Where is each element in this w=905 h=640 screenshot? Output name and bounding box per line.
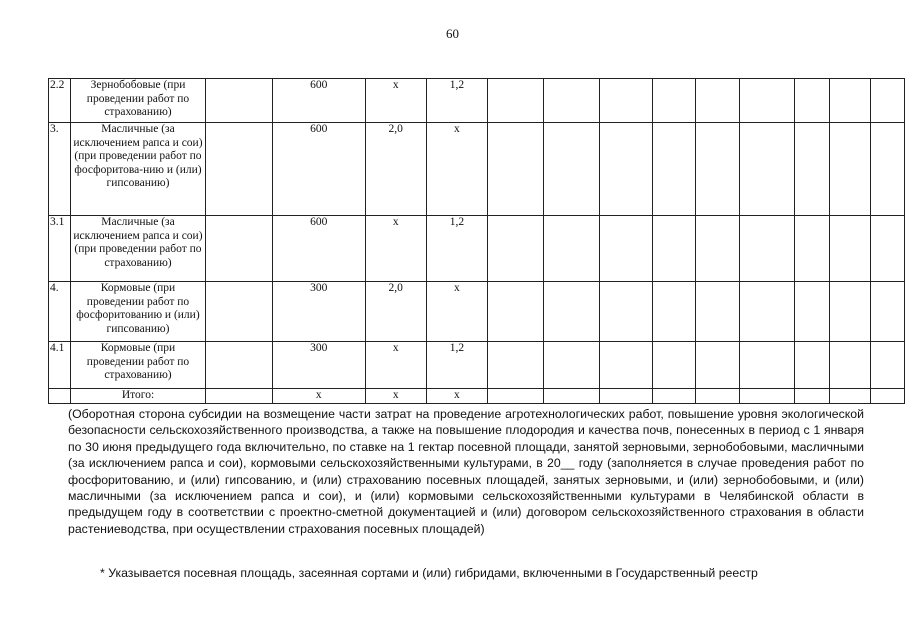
crop-name: Кормовые (при проведении работ по страхованию) — [70, 342, 205, 389]
coefficient-cell: х — [365, 216, 426, 282]
empty-cell — [830, 216, 871, 282]
empty-cell — [206, 389, 273, 404]
coefficient-cell: х — [365, 389, 426, 404]
rate-cell: 300 — [272, 342, 365, 389]
row-number: 3.1 — [49, 216, 71, 282]
row-number: 2.2 — [49, 79, 71, 123]
empty-cell — [794, 123, 829, 216]
reverse-side-note: (Оборотная сторона субсидии на возмещение части затрат на проведение агротехнологических работ, повышение уровня экологической безопасности сельскохозяйственного производства, а также на повышение плодородия и качества почв, понесенных в период с 1 января по 30 июня предыдущего года включительно, по ставке на 1 гектар посевной площади, занятой зерновыми, зернобобовыми, масличными (за исключением рапса и сои), кормовыми сельскохозяйственными культурами, в 20__ году (заполняется в случае проведения работ по фосфоритованию, и (или) гипсованию, и (или) страхованию посевных площадей, занятых зерновыми, и (или) зернобобовыми, и (или) масличными (за исключением рапса и сои), и (или) кормовыми сельскохозяйственными культурами в Челябинской области в предыдущем году в соответствии с проектно-сметной документацией и (или) договором сельскохозяйственного страхования в области растениеводства, при осуществлении страхования посевных площадей) — [68, 407, 864, 536]
empty-cell — [794, 389, 829, 404]
rate-cell: 600 — [272, 216, 365, 282]
coefficient-cell: х — [426, 282, 487, 342]
total-label: Итого: — [70, 389, 205, 404]
row-number: 4.1 — [49, 342, 71, 389]
table-body — [49, 79, 905, 404]
empty-cell — [871, 79, 905, 123]
empty-cell — [544, 389, 600, 404]
empty-cell — [544, 216, 600, 282]
table-row — [49, 282, 905, 342]
empty-cell — [49, 389, 71, 404]
empty-cell — [696, 79, 739, 123]
empty-cell — [696, 389, 739, 404]
footnote: * Указывается посевная площадь, засеянная сортами и (или) гибридами, включенными в Государственный реестр — [100, 566, 758, 580]
empty-cell — [830, 123, 871, 216]
crop-name: Кормовые (при проведении работ по фосфоритованию и (или) гипсованию) — [70, 282, 205, 342]
empty-cell — [794, 282, 829, 342]
empty-cell — [600, 389, 653, 404]
empty-cell — [871, 342, 905, 389]
empty-cell — [794, 216, 829, 282]
empty-cell — [600, 216, 653, 282]
rate-cell: 600 — [272, 79, 365, 123]
rate-cell: 300 — [272, 282, 365, 342]
empty-cell — [830, 79, 871, 123]
empty-cell — [739, 79, 794, 123]
coefficient-cell: х — [365, 79, 426, 123]
empty-cell — [739, 342, 794, 389]
coefficient-cell: 1,2 — [426, 342, 487, 389]
empty-cell — [830, 342, 871, 389]
coefficient-cell: 2,0 — [365, 123, 426, 216]
empty-cell — [544, 79, 600, 123]
coefficient-cell: х — [365, 342, 426, 389]
empty-cell — [488, 282, 544, 342]
empty-cell — [696, 342, 739, 389]
subsidy-table — [48, 78, 905, 404]
empty-cell — [653, 282, 696, 342]
empty-cell — [794, 342, 829, 389]
empty-cell — [544, 342, 600, 389]
empty-cell — [544, 123, 600, 216]
row-number: 4. — [49, 282, 71, 342]
crop-name: Масличные (за исключением рапса и сои) (при проведении работ по страхованию) — [70, 216, 205, 282]
empty-cell — [871, 216, 905, 282]
empty-cell — [206, 216, 273, 282]
total-row — [49, 389, 905, 404]
empty-cell — [206, 123, 273, 216]
table-row — [49, 79, 905, 123]
empty-cell — [206, 79, 273, 123]
table-row — [49, 216, 905, 282]
empty-cell — [653, 216, 696, 282]
empty-cell — [653, 79, 696, 123]
empty-cell — [696, 123, 739, 216]
rate-cell: х — [272, 389, 365, 404]
empty-cell — [600, 123, 653, 216]
empty-cell — [830, 282, 871, 342]
coefficient-cell: х — [426, 123, 487, 216]
table-row — [49, 342, 905, 389]
empty-cell — [206, 342, 273, 389]
empty-cell — [653, 342, 696, 389]
crop-name: Масличные (за исключением рапса и сои) (при проведении работ по фосфоритова-нию и (или) гипсованию) — [70, 123, 205, 216]
empty-cell — [488, 389, 544, 404]
empty-cell — [739, 282, 794, 342]
empty-cell — [871, 389, 905, 404]
empty-cell — [739, 123, 794, 216]
rate-cell: 600 — [272, 123, 365, 216]
empty-cell — [488, 342, 544, 389]
empty-cell — [696, 282, 739, 342]
empty-cell — [653, 389, 696, 404]
coefficient-cell: 1,2 — [426, 79, 487, 123]
empty-cell — [206, 282, 273, 342]
coefficient-cell: 2,0 — [365, 282, 426, 342]
empty-cell — [488, 216, 544, 282]
empty-cell — [871, 282, 905, 342]
empty-cell — [488, 79, 544, 123]
empty-cell — [794, 79, 829, 123]
empty-cell — [600, 342, 653, 389]
empty-cell — [600, 79, 653, 123]
coefficient-cell: 1,2 — [426, 216, 487, 282]
empty-cell — [600, 282, 653, 342]
table-row — [49, 123, 905, 216]
empty-cell — [739, 216, 794, 282]
crop-name: Зернобобовые (при проведении работ по страхованию) — [70, 79, 205, 123]
page-number: 60 — [446, 26, 459, 41]
coefficient-cell: х — [426, 389, 487, 404]
empty-cell — [653, 123, 696, 216]
row-number: 3. — [49, 123, 71, 216]
empty-cell — [739, 389, 794, 404]
empty-cell — [871, 123, 905, 216]
empty-cell — [696, 216, 739, 282]
empty-cell — [544, 282, 600, 342]
empty-cell — [488, 123, 544, 216]
empty-cell — [830, 389, 871, 404]
